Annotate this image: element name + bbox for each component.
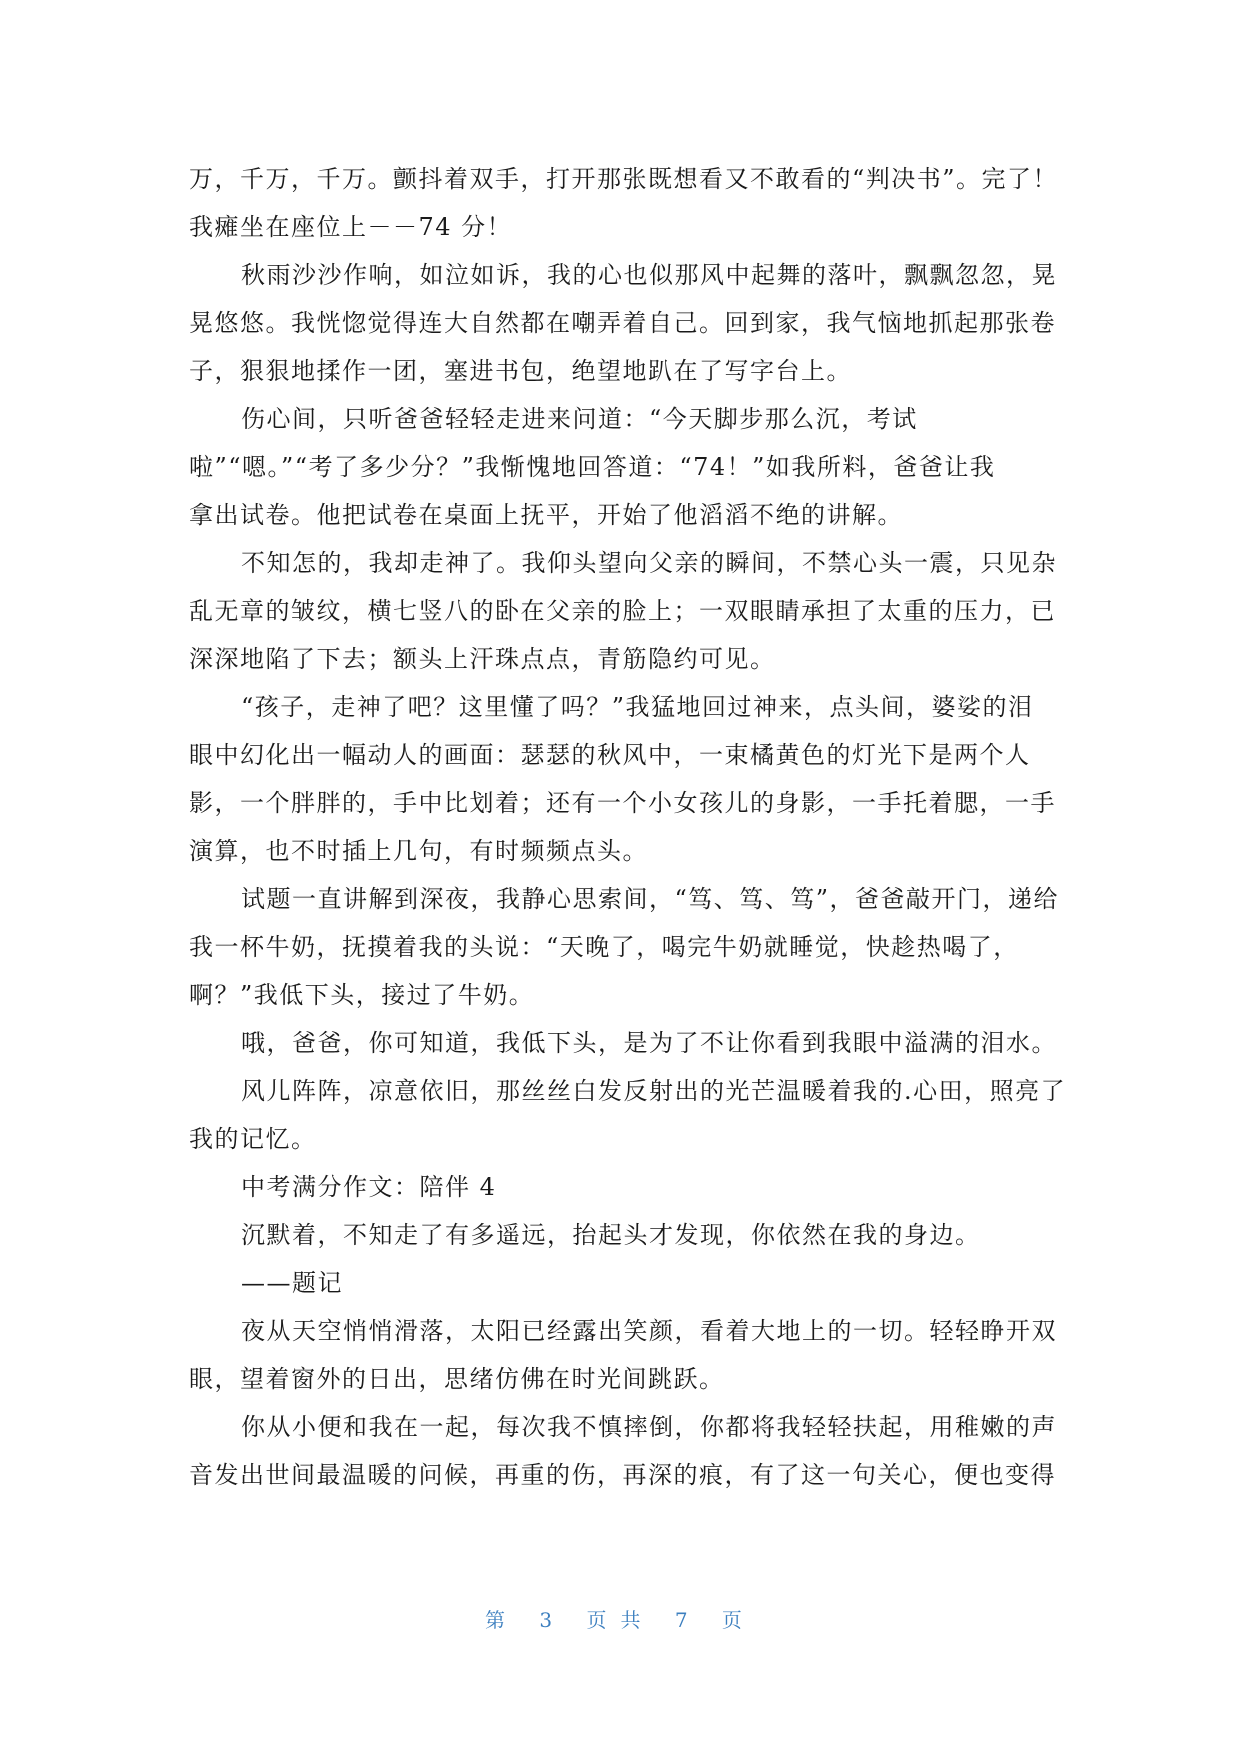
text-line: 不知怎的，我却走神了。我仰头望向父亲的瞬间，不禁心头一震，只见杂 [241, 549, 1057, 577]
text-line: 拿出试卷。他把试卷在桌面上抚平，开始了他滔滔不绝的讲解。 [189, 501, 903, 529]
section-heading: 中考满分作文：陪伴 4 [241, 1173, 497, 1201]
text-line: 你从小便和我在一起，每次我不慎摔倒，你都将我轻轻扶起，用稚嫩的声 [241, 1413, 1057, 1441]
text-line: 晃悠悠。我恍惚觉得连大自然都在嘲弄着自己。回到家，我气恼地抓起那张卷 [189, 309, 1056, 337]
text-line: 风儿阵阵，凉意依旧，那丝丝白发反射出的光芒温暖着我的.心田，照亮了 [241, 1077, 1067, 1105]
text-line: 眼中幻化出一幅动人的画面：瑟瑟的秋风中，一束橘黄色的灯光下是两个人 [189, 741, 1031, 769]
text-line: 哦，爸爸，你可知道，我低下头，是为了不让你看到我眼中溢满的泪水。 [241, 1029, 1057, 1057]
text-line: 我瘫坐在座位上－－74 分！ [189, 213, 513, 241]
text-line: 子，狠狠地揉作一团，塞进书包，绝望地趴在了写字台上。 [189, 357, 852, 385]
text-line: 眼，望着窗外的日出，思绪仿佛在时光间跳跃。 [189, 1365, 725, 1393]
text-line: 秋雨沙沙作响，如泣如诉，我的心也似那风中起舞的落叶，飘飘忽忽，晃 [241, 261, 1057, 289]
text-line: 试题一直讲解到深夜，我静心思索间，“笃、笃、笃”，爸爸敲开门，递给 [241, 885, 1060, 913]
text-line: 我一杯牛奶，抚摸着我的头说：“天晚了，喝完牛奶就睡觉，快趁热喝了， [189, 933, 1019, 961]
text-line: “孩子，走神了吧？这里懂了吗？”我猛地回过神来，点头间，婆娑的泪 [241, 693, 1034, 721]
text-line: 乱无章的皱纹，横七竖八的卧在父亲的脸上；一双眼睛承担了太重的压力，已 [189, 597, 1056, 625]
text-line: 影，一个胖胖的，手中比划着；还有一个小女孩儿的身影，一手托着腮，一手 [189, 789, 1056, 817]
text-line: 啦”“嗯。”“考了多少分？”我惭愧地回答道：“74！”如我所料，爸爸让我 [189, 453, 996, 481]
text-line: 音发出世间最温暖的问候，再重的伤，再深的痕，有了这一句关心，便也变得 [189, 1461, 1056, 1489]
text-line: 夜从天空悄悄滑落，太阳已经露出笑颜，看着大地上的一切。轻轻睁开双 [241, 1317, 1057, 1345]
text-line: 深深地陷了下去；额头上汗珠点点，青筋隐约可见。 [189, 645, 776, 673]
text-line: 万，千万，千万。颤抖着双手，打开那张既想看又不敢看的“判决书”。完了！ [189, 165, 1059, 193]
text-line: 沉默着，不知走了有多遥远，抬起头才发现，你依然在我的身边。 [241, 1221, 981, 1249]
text-line: 我的记忆。 [189, 1125, 317, 1153]
text-line: 啊？”我低下头，接过了牛奶。 [189, 981, 535, 1009]
text-line: 演算，也不时插上几句，有时频频点头。 [189, 837, 648, 865]
page-number-footer: 第 3 页共 7 页 [485, 1608, 756, 1632]
text-line: 伤心间，只听爸爸轻轻走进来问道：“今天脚步那么沉，考试 [241, 405, 918, 433]
document-body [189, 155, 1067, 1499]
epigraph-attribution: ——题记 [241, 1269, 343, 1297]
